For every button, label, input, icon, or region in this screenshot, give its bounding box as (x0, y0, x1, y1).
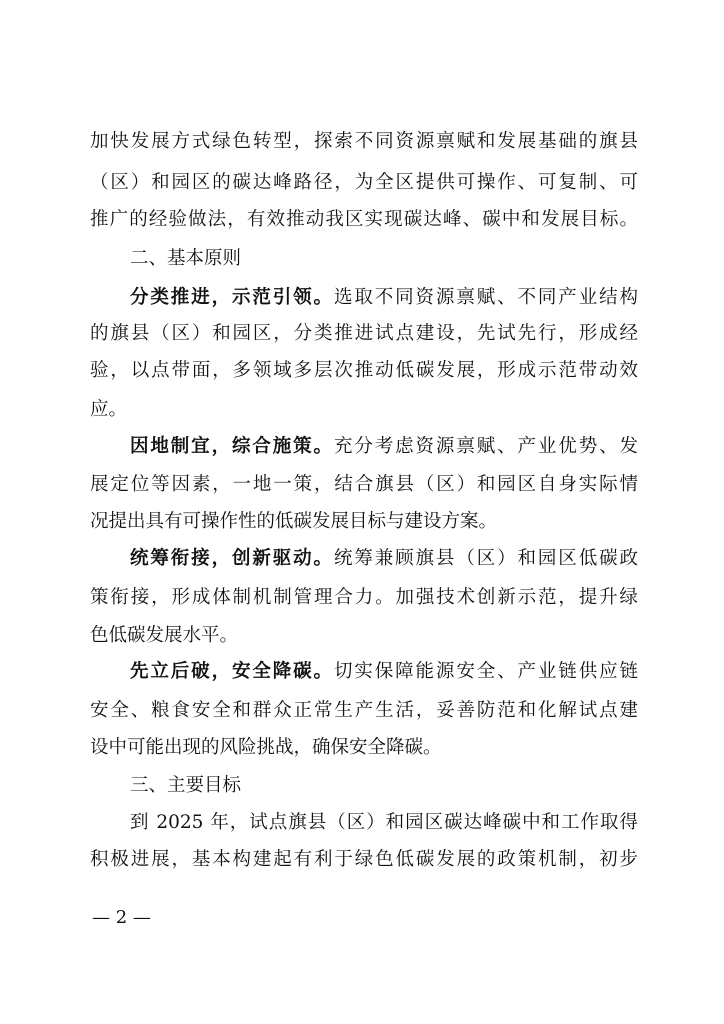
text-line-2: （区）和园区的碳达峰路径，为全区提供可操作、可复制、可 (90, 172, 638, 193)
section-heading-basic-principles: 二、基本原则 (130, 248, 242, 269)
principle-2-line (130, 433, 638, 461)
principle-4-line (130, 658, 638, 686)
text-line-20: 积极进展，基本构建起有利于绿色低碳发展的政策机制，初步 (90, 849, 638, 870)
text-line-10: 展定位等因素，一地一策，结合旗县（区）和园区自身实际情 (90, 474, 638, 495)
text-line-8: 应。 (90, 399, 128, 420)
principle-4-text: 切实保障能源安全、产业链供应链 (333, 661, 638, 682)
principle-4-title: 先立后破，安全降碳。 (130, 661, 334, 682)
goal-line-1 (130, 809, 638, 837)
text-line-1: 加快发展方式绿色转型，探索不同资源禀赋和发展基础的旗县 (90, 131, 638, 152)
principle-1-line (130, 284, 638, 312)
text-line-17: 设中可能出现的风险挑战，确保安全降碳。 (90, 737, 442, 758)
section-heading-main-goals: 三、主要目标 (130, 775, 242, 796)
goal-text-suffix: 年，试点旗县（区）和园区碳达峰碳中和工作取得 (203, 812, 638, 833)
principle-1-text: 选取不同资源禀赋、不同产业结构 (333, 287, 638, 308)
principle-3-title: 统筹衔接，创新驱动。 (130, 548, 334, 569)
text-line-6: 的旗县（区）和园区，分类推进试点建设，先试先行，形成经 (90, 323, 638, 344)
text-line-3: 推广的经验做法，有效推动我区实现碳达峰、碳中和发展目标。 (90, 209, 638, 230)
principle-2-text: 充分考虑资源禀赋、产业优势、发 (333, 436, 638, 457)
text-line-16: 安全、粮食安全和群众正常生产生活，妥善防范和化解试点建 (90, 700, 638, 721)
text-line-14: 色低碳发展水平。 (90, 625, 239, 646)
principle-3-line (130, 545, 638, 573)
principle-1-title: 分类推进，示范引领。 (130, 287, 334, 308)
goal-text-prefix: 到 (130, 812, 157, 833)
principle-2-title: 因地制宜，综合施策。 (130, 436, 334, 457)
text-line-11: 况提出具有可操作性的低碳发展目标与建设方案。 (90, 511, 498, 532)
text-line-13: 策衔接，形成体制机制管理合力。加强技术创新示范，提升绿 (90, 587, 638, 608)
goal-year: 2025 (156, 812, 204, 833)
text-line-7: 验，以点带面，多领域多层次推动低碳发展，形成示范带动效 (90, 360, 638, 381)
principle-3-text: 统筹兼顾旗县（区）和园区低碳政 (333, 548, 638, 569)
page-number: — 2 — (92, 907, 151, 928)
